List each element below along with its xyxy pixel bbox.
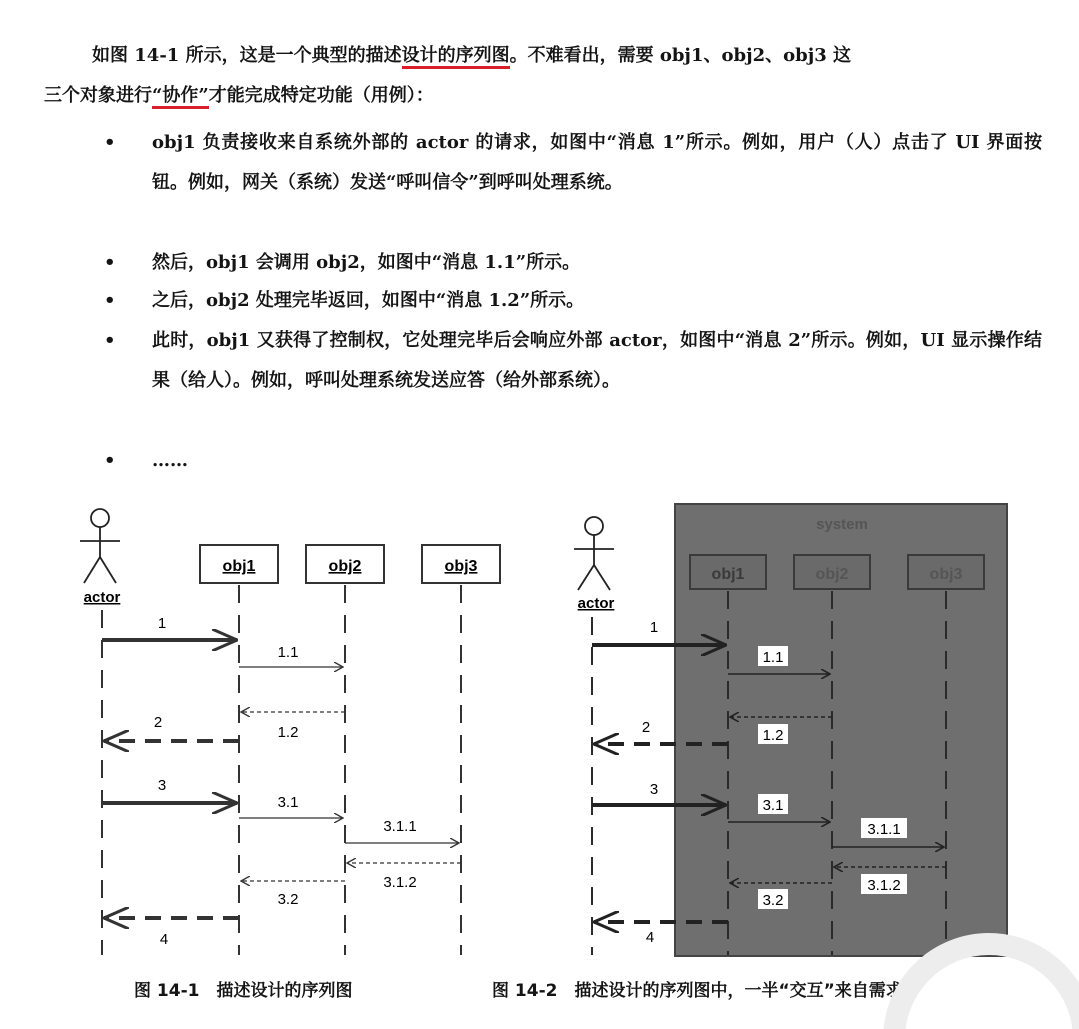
bullet-item-2: 然后，obj1 会调用 obj2，如图中“消息 1.1”所示。 <box>152 252 581 273</box>
bullet-item-3: 之后，obj2 处理完毕返回，如图中“消息 1.2”所示。 <box>152 290 585 311</box>
actor-label: actor <box>83 589 121 606</box>
obj3-label: obj3 <box>444 558 478 575</box>
message-4-label: 4 <box>645 929 655 946</box>
message-3-1-2-label: 3.1.2 <box>383 874 417 891</box>
figure-14-2-sequence-diagram <box>562 495 1012 960</box>
figure-14-1-caption: 图 14-1 描述设计的序列图 <box>134 981 353 1001</box>
message-3-1-label: 3.1 <box>762 797 784 814</box>
message-3-1-1-label: 3.1.1 <box>383 818 417 835</box>
message-3-1-label: 3.1 <box>277 794 299 811</box>
system-label: system <box>816 516 868 533</box>
intro-line-1-end: 。不难看出，需要 obj1、obj2、obj3 这 <box>509 45 851 66</box>
message-3-1-1-label: 3.1.1 <box>867 821 901 838</box>
message-1-1-label: 1.1 <box>762 649 784 666</box>
obj2-label: obj2 <box>815 566 849 583</box>
obj1-label: obj1 <box>711 566 745 583</box>
obj2-label: obj2 <box>328 558 362 575</box>
bullet-dot: • <box>104 450 116 471</box>
actor-stick-figure <box>574 517 614 590</box>
message-3-label: 3 <box>649 781 659 798</box>
underlined-collaboration: “协作” <box>152 85 209 109</box>
message-2-label: 2 <box>641 719 651 736</box>
figure-14-2-caption: 图 14-2 描述设计的序列图中，一半“交互”来自需求 <box>492 981 903 1001</box>
actor-stick-figure <box>80 509 120 583</box>
intro-line-1 <box>92 36 851 76</box>
underlined-design-sequence: 设计的序列图 <box>402 45 510 69</box>
message-3-label: 3 <box>157 777 167 794</box>
message-2-label: 2 <box>153 714 163 731</box>
message-1-1-label: 1.1 <box>277 644 299 661</box>
obj1-label: obj1 <box>222 558 256 575</box>
message-3-1-2-label: 3.1.2 <box>867 877 901 894</box>
message-1-label: 1 <box>157 615 167 632</box>
bullet-dot: • <box>104 132 116 153</box>
message-1-label: 1 <box>649 619 659 636</box>
message-3-2-label: 3.2 <box>277 891 299 908</box>
bullet-dot: • <box>104 290 116 311</box>
intro-line-2-start: 三个对象进行 <box>44 85 152 106</box>
bullet-dot: • <box>104 252 116 273</box>
actor-label: actor <box>577 595 615 612</box>
message-3-2-label: 3.2 <box>762 892 784 909</box>
intro-line-2-end: 才能完成特定功能（用例）： <box>208 85 434 106</box>
bullet-dot: • <box>104 330 116 351</box>
message-1-2-label: 1.2 <box>277 724 299 741</box>
watermark-seal <box>819 919 1079 1029</box>
message-1-2-label: 1.2 <box>762 727 784 744</box>
obj3-label: obj3 <box>929 566 963 583</box>
message-4-label: 4 <box>159 931 169 948</box>
bullet-item-1: obj1 负责接收来自系统外部的 actor 的请求，如图中“消息 1”所示。例如，用户（人）点击了 UI 界面按钮。例如，网关（系统）发送“呼叫信令”到呼叫处理系统。 <box>152 132 1042 193</box>
intro-line-1-start: 如图 14-1 所示，这是一个典型的描述 <box>92 45 402 66</box>
figure-14-1-sequence-diagram <box>70 495 520 960</box>
intro-line-2 <box>44 76 434 116</box>
bullet-item-4: 此时，obj1 又获得了控制权，它处理完毕后会响应外部 actor，如图中“消息 2”所示。例如，UI 显示操作结果（给人）。例如，呼叫处理系统发送应答（给外部系统）。 <box>152 330 1042 391</box>
bullet-item-5: …… <box>152 450 188 471</box>
